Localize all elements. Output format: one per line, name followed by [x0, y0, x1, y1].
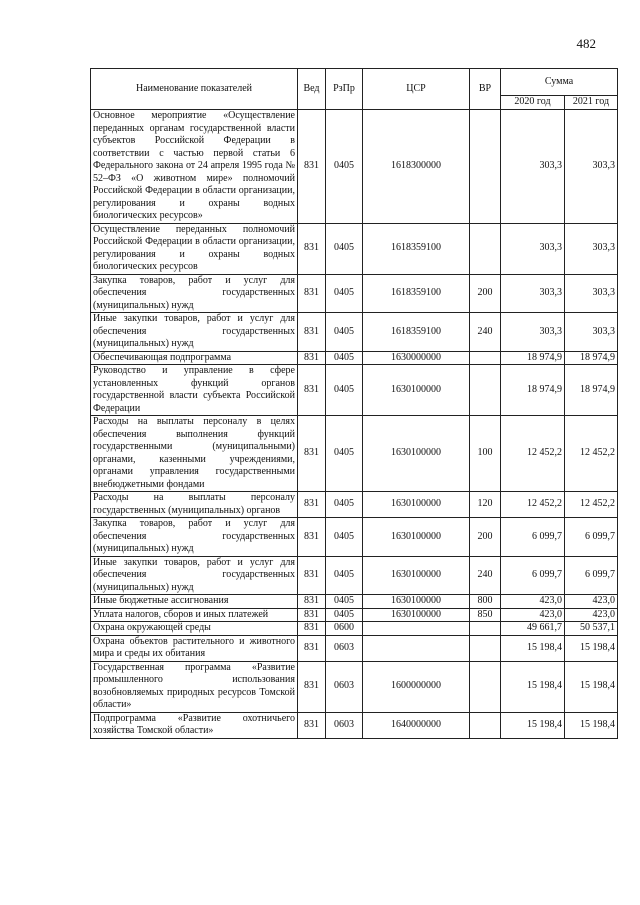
- table-row: [91, 492, 618, 518]
- cell-ved: 831: [298, 492, 326, 518]
- cell-ved: 831: [298, 635, 326, 661]
- cell-s2021: 303,3: [565, 223, 618, 274]
- table-row: [91, 365, 618, 416]
- cell-vr: 120: [470, 492, 501, 518]
- table-row: [91, 595, 618, 609]
- cell-vr: 240: [470, 313, 501, 352]
- cell-ved: 831: [298, 608, 326, 622]
- cell-vr: 200: [470, 518, 501, 557]
- table-row: [91, 416, 618, 492]
- cell-vr: [470, 351, 501, 365]
- cell-csr: 1600000000: [363, 661, 470, 712]
- cell-csr: 1630100000: [363, 595, 470, 609]
- cell-rzpr: 0603: [326, 635, 363, 661]
- cell-vr: [470, 622, 501, 636]
- cell-csr: 1630100000: [363, 556, 470, 595]
- cell-rzpr: 0405: [326, 556, 363, 595]
- cell-csr: 1640000000: [363, 712, 470, 738]
- cell-csr: 1630000000: [363, 351, 470, 365]
- table-row: [91, 556, 618, 595]
- cell-name: Расходы на выплаты персоналу государственных (муниципальных) органов: [91, 492, 298, 518]
- cell-ved: 831: [298, 712, 326, 738]
- header-name: Наименование показателей: [91, 69, 298, 110]
- cell-rzpr: 0603: [326, 661, 363, 712]
- table-row: [91, 274, 618, 313]
- cell-vr: 100: [470, 416, 501, 492]
- cell-name: Руководство и управление в сфере установленных функций органов государственной власти субъекта Российской Федерации: [91, 365, 298, 416]
- cell-vr: [470, 365, 501, 416]
- cell-rzpr: 0405: [326, 416, 363, 492]
- header-ved: Вед: [298, 69, 326, 110]
- cell-s2020: 303,3: [501, 223, 565, 274]
- cell-csr: 1618359100: [363, 274, 470, 313]
- cell-s2020: 303,3: [501, 274, 565, 313]
- table-row: [91, 712, 618, 738]
- cell-name: Иные закупки товаров, работ и услуг для обеспечения государственных (муниципальных) нужд: [91, 556, 298, 595]
- table-row: [91, 313, 618, 352]
- cell-s2021: 303,3: [565, 274, 618, 313]
- cell-name: Расходы на выплаты персоналу в целях обеспечения выполнения функций государственными (муниципальными) органами, казенными учреждениями, органами управления государственными внебюджетными фондами: [91, 416, 298, 492]
- cell-rzpr: 0405: [326, 313, 363, 352]
- cell-s2021: 15 198,4: [565, 661, 618, 712]
- cell-csr: 1618300000: [363, 110, 470, 224]
- cell-s2021: 423,0: [565, 608, 618, 622]
- cell-s2021: 18 974,9: [565, 365, 618, 416]
- cell-ved: 831: [298, 595, 326, 609]
- cell-ved: 831: [298, 622, 326, 636]
- cell-ved: 831: [298, 661, 326, 712]
- cell-s2021: 15 198,4: [565, 635, 618, 661]
- cell-name: Основное мероприятие «Осуществление переданных органам государственной власти субъектов Российской Федерации в соответствии с частью первой статьи 6 Федерального закона от 24 апреля 1995 года № 52–ФЗ «О животном мире» полномочий Российской Федерации в области организации, регулирования и охраны водных биологических ресурсов»: [91, 110, 298, 224]
- cell-ved: 831: [298, 274, 326, 313]
- cell-name: Закупка товаров, работ и услуг для обеспечения государственных (муниципальных) нужд: [91, 518, 298, 557]
- cell-rzpr: 0405: [326, 608, 363, 622]
- cell-ved: 831: [298, 556, 326, 595]
- cell-s2021: 50 537,1: [565, 622, 618, 636]
- cell-name: Охрана окружающей среды: [91, 622, 298, 636]
- cell-ved: 831: [298, 365, 326, 416]
- cell-name: Осуществление переданных полномочий Российской Федерации в области организации, регулирования и охраны водных биологических ресурсов: [91, 223, 298, 274]
- table-row: [91, 351, 618, 365]
- cell-ved: 831: [298, 313, 326, 352]
- cell-vr: [470, 712, 501, 738]
- cell-s2020: 15 198,4: [501, 635, 565, 661]
- cell-s2021: 12 452,2: [565, 416, 618, 492]
- cell-name: Иные бюджетные ассигнования: [91, 595, 298, 609]
- table-row: [91, 661, 618, 712]
- header-vr: ВР: [470, 69, 501, 110]
- cell-vr: [470, 661, 501, 712]
- cell-rzpr: 0405: [326, 274, 363, 313]
- cell-s2020: 303,3: [501, 110, 565, 224]
- table-row: [91, 110, 618, 224]
- cell-name: Закупка товаров, работ и услуг для обеспечения государственных (муниципальных) нужд: [91, 274, 298, 313]
- cell-rzpr: 0405: [326, 518, 363, 557]
- cell-csr: 1630100000: [363, 416, 470, 492]
- cell-vr: [470, 223, 501, 274]
- cell-vr: 240: [470, 556, 501, 595]
- cell-s2021: 15 198,4: [565, 712, 618, 738]
- cell-name: Обеспечивающая подпрограмма: [91, 351, 298, 365]
- cell-s2020: 6 099,7: [501, 518, 565, 557]
- cell-s2020: 12 452,2: [501, 416, 565, 492]
- cell-s2020: 6 099,7: [501, 556, 565, 595]
- cell-ved: 831: [298, 351, 326, 365]
- cell-rzpr: 0405: [326, 595, 363, 609]
- page-number: 482: [576, 36, 596, 51]
- cell-name: Охрана объектов растительного и животного мира и среды их обитания: [91, 635, 298, 661]
- cell-s2021: 423,0: [565, 595, 618, 609]
- cell-ved: 831: [298, 518, 326, 557]
- cell-csr: 1630100000: [363, 608, 470, 622]
- cell-s2020: 49 661,7: [501, 622, 565, 636]
- cell-s2021: 303,3: [565, 110, 618, 224]
- cell-ved: 831: [298, 110, 326, 224]
- cell-vr: 200: [470, 274, 501, 313]
- cell-s2020: 18 974,9: [501, 365, 565, 416]
- cell-name: Государственная программа «Развитие промышленного использования возобновляемых природных ресурсов Томской области»: [91, 661, 298, 712]
- header-rzpr: РзПр: [326, 69, 363, 110]
- cell-csr: 1630100000: [363, 518, 470, 557]
- cell-ved: 831: [298, 223, 326, 274]
- header-sum: Сумма: [501, 69, 618, 96]
- cell-csr: 1630100000: [363, 492, 470, 518]
- cell-csr: 1618359100: [363, 223, 470, 274]
- budget-table: [90, 68, 618, 739]
- cell-rzpr: 0600: [326, 622, 363, 636]
- header-csr: ЦСР: [363, 69, 470, 110]
- cell-ved: 831: [298, 416, 326, 492]
- cell-csr: 1618359100: [363, 313, 470, 352]
- cell-rzpr: 0405: [326, 223, 363, 274]
- cell-s2021: 6 099,7: [565, 518, 618, 557]
- cell-s2020: 18 974,9: [501, 351, 565, 365]
- header-2021: 2021 год: [565, 96, 618, 110]
- cell-csr: 1630100000: [363, 365, 470, 416]
- cell-vr: [470, 635, 501, 661]
- cell-csr: [363, 635, 470, 661]
- cell-rzpr: 0405: [326, 492, 363, 518]
- cell-vr: 850: [470, 608, 501, 622]
- table-row: [91, 635, 618, 661]
- cell-rzpr: 0405: [326, 365, 363, 416]
- cell-csr: [363, 622, 470, 636]
- cell-name: Подпрограмма «Развитие охотничьего хозяйства Томской области»: [91, 712, 298, 738]
- cell-s2020: 303,3: [501, 313, 565, 352]
- cell-rzpr: 0405: [326, 110, 363, 224]
- cell-s2021: 303,3: [565, 313, 618, 352]
- cell-s2021: 6 099,7: [565, 556, 618, 595]
- header-2020: 2020 год: [501, 96, 565, 110]
- cell-vr: [470, 110, 501, 224]
- cell-rzpr: 0603: [326, 712, 363, 738]
- cell-s2021: 12 452,2: [565, 492, 618, 518]
- table-row: [91, 223, 618, 274]
- cell-name: Иные закупки товаров, работ и услуг для обеспечения государственных (муниципальных) нужд: [91, 313, 298, 352]
- cell-rzpr: 0405: [326, 351, 363, 365]
- cell-s2020: 15 198,4: [501, 661, 565, 712]
- cell-vr: 800: [470, 595, 501, 609]
- cell-s2020: 15 198,4: [501, 712, 565, 738]
- table-row: [91, 518, 618, 557]
- table-row: [91, 608, 618, 622]
- cell-s2021: 18 974,9: [565, 351, 618, 365]
- table-row: [91, 622, 618, 636]
- cell-name: Уплата налогов, сборов и иных платежей: [91, 608, 298, 622]
- cell-s2020: 12 452,2: [501, 492, 565, 518]
- cell-s2020: 423,0: [501, 608, 565, 622]
- cell-s2020: 423,0: [501, 595, 565, 609]
